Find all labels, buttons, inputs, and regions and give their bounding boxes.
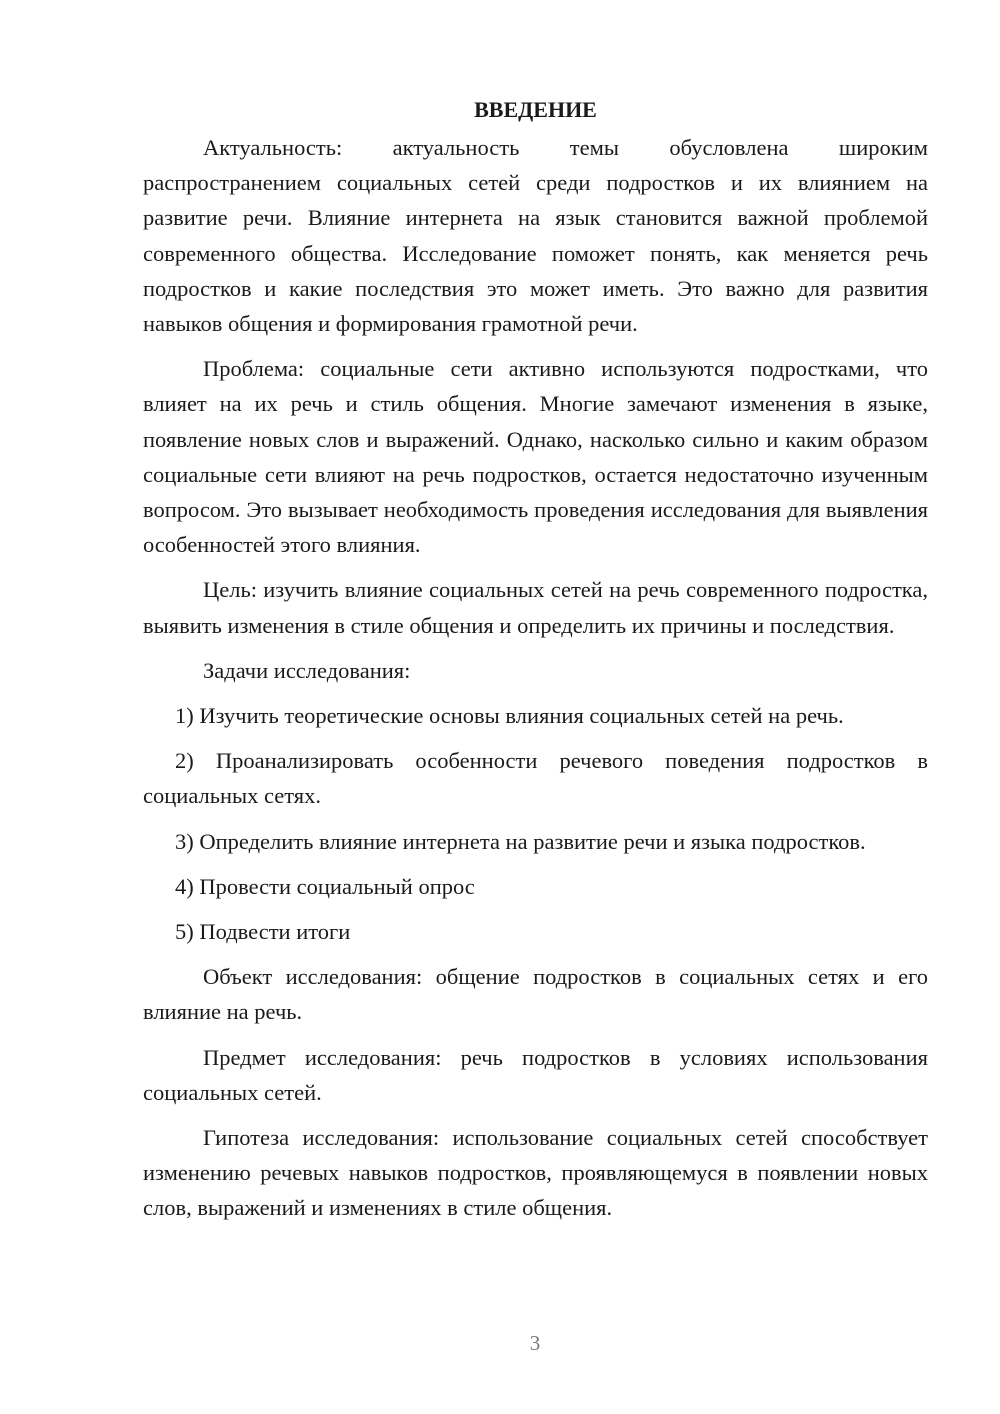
tasks-heading: Задачи исследования: <box>203 657 411 683</box>
task-item-1: 1) Изучить теоретические основы влияния социальных сетей на речь. <box>175 703 844 729</box>
task-item-3: 3) Определить влияние интернета на развитие речи и языка подростков. <box>175 828 866 854</box>
paragraph-relevance: Актуальность: актуальность темы обусловлена широким распространением социальных сетей среди подростков и их влиянием на развитие речи. Влияние интернета на язык становится важной проблемой современного общества. Исследование поможет понять, как меняется речь подростков и какие последствия это может иметь. Это важно для развития навыков общения и формирования грамотной речи. <box>143 135 928 337</box>
paragraph-goal: Цель: изучить влияние социальных сетей на речь современного подростка, выявить изменения в стиле общения и определить их причины и последствия. <box>143 577 928 638</box>
paragraph-hypothesis: Гипотеза исследования: использование социальных сетей способствует изменению речевых навыков подростков, проявляющемуся в появлении новых слов, выражений и изменениях в стиле общения. <box>143 1125 928 1221</box>
paragraph-object: Объект исследования: общение подростков в социальных сетях и его влияние на речь. <box>143 964 928 1025</box>
document-page <box>143 92 928 1236</box>
paragraph-problem: Проблема: социальные сети активно используются подростками, что влияет на их речь и стиль общения. Многие замечают изменения в языке, появление новых слов и выражений. Однако, насколько сильно и каким образом социальные сети влияют на речь подростков, остается недостаточно изученным вопросом. Это вызывает необходимость проведения исследования для выявления особенностей этого влияния. <box>143 356 928 558</box>
task-item-2: 2) Проанализировать особенности речевого поведения подростков в социальных сетях. <box>143 748 928 809</box>
page-title: ВВЕДЕНИЕ <box>474 97 597 122</box>
page-number: 3 <box>529 1331 541 1355</box>
paragraph-subject: Предмет исследования: речь подростков в условиях использования социальных сетей. <box>143 1044 928 1105</box>
task-item-4: 4) Провести социальный опрос <box>175 873 475 899</box>
task-item-5: 5) Подвести итоги <box>175 919 351 945</box>
